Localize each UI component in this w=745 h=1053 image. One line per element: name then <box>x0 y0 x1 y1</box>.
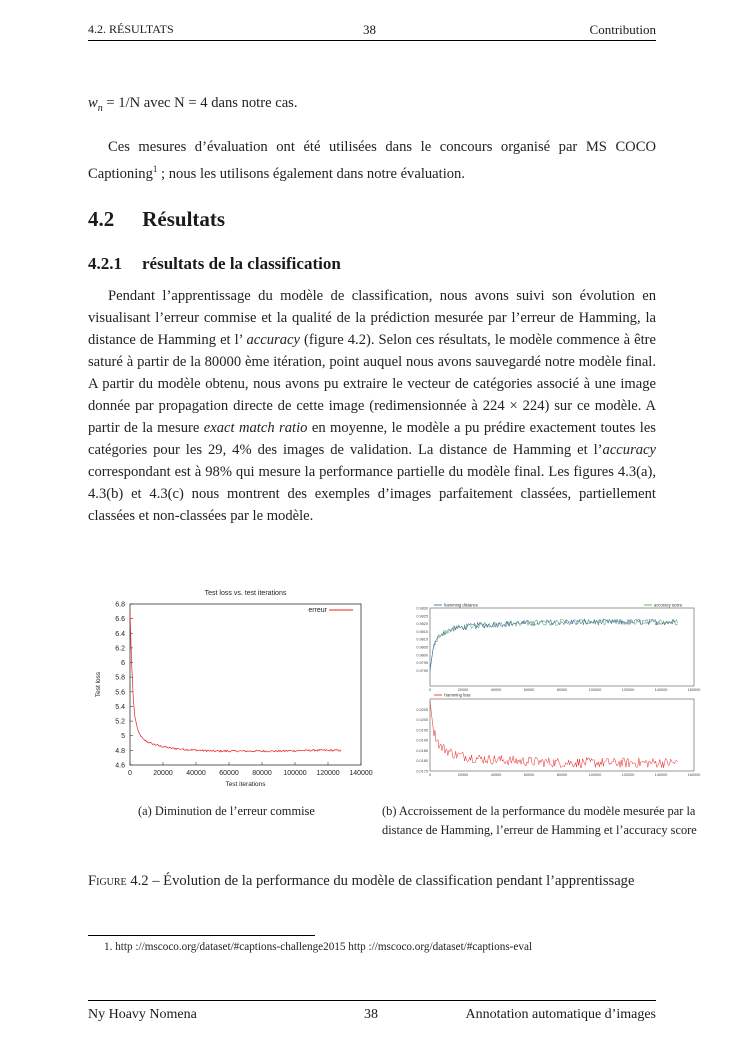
chart-b-bottom-ytick-label: 0.0185 <box>416 748 428 753</box>
footnote-ref[interactable]: 1 <box>152 164 158 174</box>
chart-a-ytick-label: 4.6 <box>115 762 125 770</box>
paragraph-text-4: correspondant est à 98% qui mesure la performance partielle du modèle final. Les figures 4.3(a), 4.3(b) et 4.3(c) nous montrent des exemples d’images parfaitement classées, partiellement classées et non-classées par le modèle. <box>88 464 656 524</box>
chart-a-xtick-label: 60000 <box>219 770 239 777</box>
paragraph-text-3: en moyenne, le modèle a pu prédire exactement toutes les catégories pour les 29, 4% des images de validation. La distance de Hamming et l’ <box>88 420 656 458</box>
chart-a-series-line <box>130 611 341 752</box>
section-title: Résultats <box>142 207 226 231</box>
chart-b-top-xtick-label: 60000 <box>523 688 535 692</box>
chart-b-top-ytick-label: 0.9800 <box>416 653 428 658</box>
chart-b-bottom-ytick-label: 0.0190 <box>416 738 428 743</box>
chart-b-bottom-frame <box>430 699 694 771</box>
chart-b-top-xtick-label: 0 <box>428 688 432 692</box>
header-section: 4.2. RÉSULTATS <box>88 22 174 36</box>
subsection-heading <box>88 254 341 274</box>
chart-a-xtick-label: 0 <box>128 770 132 777</box>
header-page-number: 38 <box>363 22 376 37</box>
chart-b-hamming-loss-line <box>430 701 678 768</box>
chart-b-top-xtick-label: 40000 <box>490 688 502 692</box>
chart-b-bottom-xtick-label: 20000 <box>457 773 469 777</box>
section-number: 4.2 <box>88 207 115 231</box>
chart-a-legend-label: erreur <box>308 607 327 614</box>
chart-b-top-xtick-label: 20000 <box>457 688 469 692</box>
subcaption-a: (a) Diminution de l’erreur commise <box>138 804 315 818</box>
chart-b-bottom-ytick-label: 0.0175 <box>416 769 428 774</box>
running-header <box>88 22 656 41</box>
chart-a-xtick-label: 100000 <box>283 770 307 777</box>
formula-n: n <box>97 102 103 114</box>
chart-b-bottom-xtick-label: 80000 <box>556 773 568 777</box>
footer-page-number: 38 <box>364 1007 378 1022</box>
figure-label: Figure 4.2 <box>88 873 149 889</box>
chart-b-bottom-xtick-label: 100000 <box>588 773 602 777</box>
paragraph-text-1: Pendant l’apprentissage du modèle de classification, nous avons suivi son évolution en visualisant l’erreur commise et la qualité de la prédiction mesurée par l’erreur de Hamming, la distance de Hamming et l’ <box>88 288 656 348</box>
chart-b-bottom-ytick-label: 0.0205 <box>416 707 428 712</box>
term-accuracy-2: accuracy <box>602 442 656 458</box>
term-accuracy: accuracy <box>246 332 300 348</box>
chart-a-title: Test loss vs. test iterations <box>204 590 287 597</box>
chart-a-xtick-label: 80000 <box>252 770 272 777</box>
figure-caption-text: – Évolution de la performance du modèle de classification pendant l’apprentissage <box>148 873 635 889</box>
chart-a-ylabel: Test loss <box>95 671 102 698</box>
chart-b-top-ytick-label: 0.9825 <box>416 614 428 619</box>
chart-b-legend-hl: Hamming loss <box>444 692 471 698</box>
chart-a-xtick-label: 20000 <box>153 770 173 777</box>
footnote-rule <box>88 935 315 936</box>
chart-b-top-ytick-label: 0.9810 <box>416 637 428 642</box>
formula-rest: = 1/N avec N = 4 dans notre cas. <box>102 95 298 111</box>
chart-b-top-ytick-label: 0.9805 <box>416 645 428 650</box>
chart-b-bottom-xtick-label: 120000 <box>621 773 635 777</box>
paragraph-mscoco <box>88 136 656 185</box>
chart-a-ytick-label: 5.2 <box>115 718 125 726</box>
chart-a-frame <box>130 604 361 765</box>
chart-b-bottom-ytick-label: 0.0195 <box>416 728 428 733</box>
chart-b-bottom-xtick-label: 160000 <box>687 773 701 777</box>
figure-caption <box>88 870 656 892</box>
chart-a-ytick-label: 6.4 <box>115 630 125 638</box>
chart-b-hamming-distance-line <box>430 619 678 670</box>
chart-a-xtick-label: 120000 <box>316 770 340 777</box>
chart-b-bottom-ytick-label: 0.0180 <box>416 759 428 764</box>
term-exact-match-ratio: exact match ratio <box>203 420 308 436</box>
chart-b-top-xtick-label: 140000 <box>654 688 668 692</box>
footer-author: Ny Hoavy Nomena <box>88 1007 197 1022</box>
footnote <box>104 941 532 953</box>
chart-b-top-xtick-label: 120000 <box>621 688 635 692</box>
chart-a-ytick-label: 5.4 <box>115 703 125 711</box>
chart-a-ytick-label: 6.2 <box>115 645 125 653</box>
chart-a-ytick-label: 6 <box>121 660 125 668</box>
chart-b-bottom-xtick-label: 0 <box>428 773 432 777</box>
chart-b-bottom-ytick-label: 0.0200 <box>416 718 428 723</box>
header-right: Contribution <box>589 22 656 37</box>
chart-test-loss <box>90 584 380 794</box>
chart-b-top-ytick-label: 0.9820 <box>416 622 428 627</box>
chart-b-legend-acc: accuracy score <box>654 602 683 608</box>
chart-b-bottom-xtick-label: 40000 <box>490 773 502 777</box>
chart-a-ytick-label: 6.8 <box>115 601 125 609</box>
chart-b-top-ytick-label: 0.9815 <box>416 629 428 634</box>
section-heading <box>88 207 225 232</box>
paragraph-results <box>88 285 656 527</box>
running-footer <box>88 1000 656 1025</box>
chart-a-xtick-label: 40000 <box>186 770 206 777</box>
paragraph-mscoco-text: Ces mesures d’évaluation ont été utilisées dans le concours organisé par MS COCO Captioning <box>88 139 656 182</box>
chart-b-top-xtick-label: 100000 <box>588 688 602 692</box>
chart-a-ytick-label: 5.6 <box>115 689 125 697</box>
chart-a-ytick-label: 6.6 <box>115 616 125 624</box>
subsection-number: 4.2.1 <box>88 254 122 273</box>
subsection-title: résultats de la classification <box>142 254 341 273</box>
footer-title: Annotation automatique d’images <box>465 1007 656 1022</box>
chart-b-bottom-xtick-label: 140000 <box>654 773 668 777</box>
chart-a-xtick-label: 140000 <box>349 770 373 777</box>
subcaption-b: (b) Accroissement de la performance du modèle mesurée par la distance de Hamming, l’erreur de Hamming et l’accuracy score <box>382 804 697 837</box>
formula-w: w <box>88 95 98 111</box>
chart-b-top-ytick-label: 0.9795 <box>416 661 428 666</box>
chart-b-legend-hd: hamming distance <box>444 602 478 608</box>
chart-a-xlabel: Test iterations <box>225 781 266 788</box>
chart-b-bottom-xtick-label: 60000 <box>523 773 535 777</box>
paragraph-mscoco-text-2: ; nous les utilisons également dans notre évaluation. <box>157 165 465 182</box>
formula-line <box>88 92 298 120</box>
chart-b-top-xtick-label: 160000 <box>687 688 701 692</box>
chart-b-top-xtick-label: 80000 <box>556 688 568 692</box>
paragraph-text-2: (figure 4.2). Selon ces résultats, le modèle commence à être saturé à partir de la 80000 ème itération, point auquel nous avons sauvegardé notre modèle final. A partir du modèle obtenu, nous avons pu extraire le vecteur de catégories associé à une image donnée par propagation directe de cette image (redimensionnée à 224 × 224) sur ce modèle. A partir de la mesure <box>88 332 656 436</box>
chart-a-ytick-label: 4.8 <box>115 747 125 755</box>
chart-a-ytick-label: 5.8 <box>115 674 125 682</box>
footnote-text[interactable]: http ://mscoco.org/dataset/#captions-challenge2015 http ://mscoco.org/dataset/#captions-eval <box>115 941 533 953</box>
chart-hamming-performance <box>410 600 702 780</box>
footnote-number: 1. <box>104 941 113 953</box>
chart-a-ytick-label: 5 <box>121 733 125 741</box>
chart-b-top-ytick-label: 0.9830 <box>416 606 428 611</box>
chart-b-top-ytick-label: 0.9790 <box>416 668 428 673</box>
